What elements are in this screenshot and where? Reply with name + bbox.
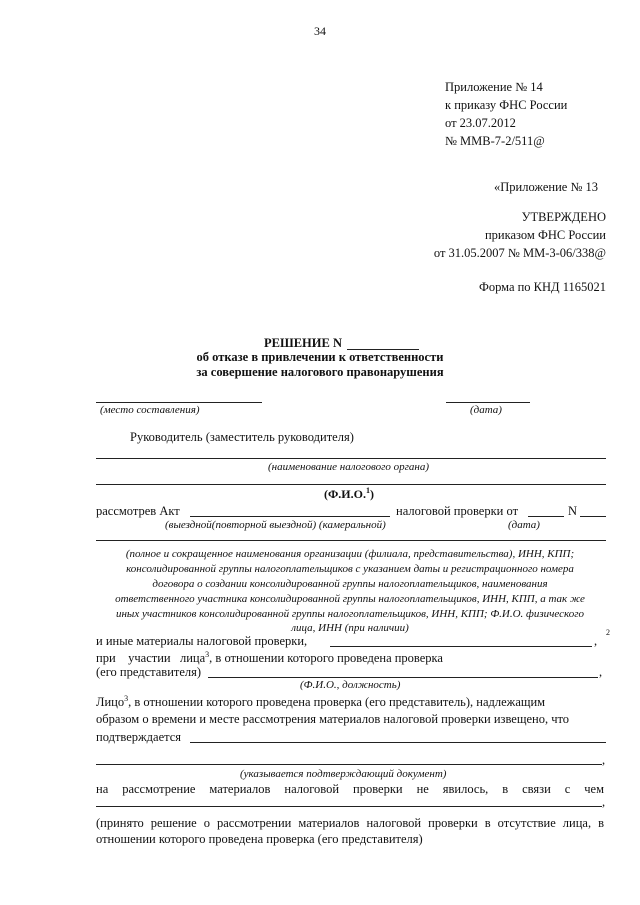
approved-title: УТВЕРЖДЕНО [521,210,606,224]
org-line[interactable] [96,540,606,541]
org-hint-line: консолидированной группы налогоплательщиков с указанием даты и регистрационного номера [126,563,574,575]
page-number: 34 [314,24,326,38]
not-appeared: на рассмотрение материалов налоговой проверки не явилось, в связи с чем [96,782,604,796]
representative-comma: , [599,665,603,679]
check-type-line[interactable] [190,516,390,517]
representative-line[interactable] [208,677,598,678]
not-appeared-comma: , [602,795,606,809]
decision-subtitle-2: за совершение налогового правонарушения [196,365,444,379]
date-line[interactable] [446,402,530,403]
org-hint-line: договора о создании консолидированной группы налогоплательщиков, наименования [152,578,548,590]
representative-label: (его представителя) [96,665,202,679]
decision-absent-line2: отношении которого проведена проверка (его представителя) [96,832,423,846]
decision-absent-line1: (принято решение о рассмотрении материалов налоговой проверки в отсутствие лица, в [96,816,604,830]
other-materials-line[interactable] [330,646,592,647]
act-date-line[interactable] [528,516,564,517]
reviewed-n: N [568,504,578,518]
appendix-14-line3: от 23.07.2012 [445,116,516,130]
decision-title: РЕШЕНИЕ N [264,336,342,350]
head-label: Руководитель (заместитель руководителя) [130,430,354,444]
appendix-14-line4: № ММВ-7-2/511@ [445,134,545,148]
reviewed-prefix: рассмотрев Акт [96,504,180,518]
other-materials-sup: 2 [606,628,610,637]
confirmation-line-1[interactable] [190,742,606,743]
confirmation-line-2[interactable] [96,764,602,765]
person-para-line1: Лицо$^3$, в отношении которого проведена проверка (его представитель), надлежащим [96,694,546,710]
fio-position-label: (Ф.И.О., должность) [300,679,401,691]
place-line[interactable] [96,402,262,403]
participation-line: при участии лица$^3$, в отношении которого проведена проверка [96,650,443,666]
fio-line[interactable] [96,484,606,485]
act-date-hint: (дата) [508,519,540,531]
form-code: Форма по КНД 1165021 [478,280,606,294]
tax-authority-line[interactable] [96,458,606,459]
org-hint-line: иных участников консолидированной группы налогоплательщиков, ИНН, КПП; Ф.И.О. физического [115,608,585,620]
decision-subtitle-1: об отказе в привлечении к ответственности [196,350,444,364]
reviewed-middle: налоговой проверки от [396,504,519,518]
other-materials-label: и иные материалы налоговой проверки, [96,634,308,648]
confirmation-comma: , [602,753,606,767]
approved-line1: приказом ФНС России [484,228,606,242]
other-materials-comma: , [594,634,598,648]
appendix-14-line1: Приложение № 14 [445,80,543,94]
appendix-13: «Приложение № 13 [494,180,599,194]
org-hint-line: (полное и сокращенное наименования организации (филиала, представительства), ИНН, КПП; [125,548,575,560]
appendix-14-line2: к приказу ФНС России [445,98,568,112]
check-type-hint: (выездной(повторной выездной) (камеральной) [165,519,386,531]
approved-line2: от 31.05.2007 № ММ-3-06/338@ [433,246,606,260]
org-hint-line: ответственного участника консолидированной группы налогоплательщиков, ИНН, КПП, а так же [115,593,585,605]
date-label: (дата) [470,404,502,416]
person-para-line3: подтверждается [96,730,182,744]
confirm-doc-label: (указывается подтверждающий документ) [240,768,447,780]
org-hint-line: лица, ИНН (при наличии) [291,622,409,634]
not-appeared-line[interactable] [96,806,602,807]
tax-authority-label: (наименование налогового органа) [268,461,430,473]
fio-label: (Ф.И.О.$^1$) [324,486,374,501]
act-number-line[interactable] [580,516,606,517]
place-label: (место составления) [100,404,200,416]
person-para-line2: образом о времени и месте рассмотрения материалов налоговой проверки извещено, что [96,712,570,726]
